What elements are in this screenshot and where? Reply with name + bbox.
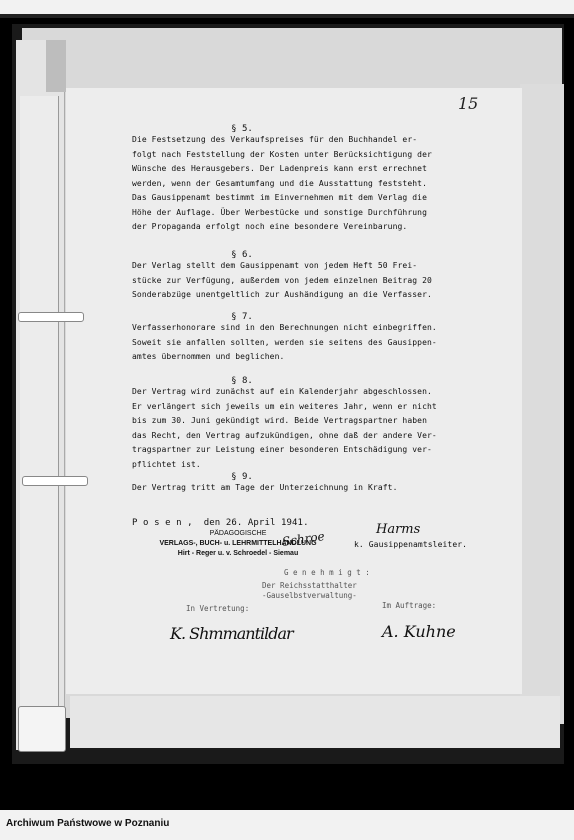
signer-title: k. Gausippenamtsleiter.: [354, 540, 468, 549]
page-number: 15: [458, 94, 479, 113]
paper-clip-upper: [18, 312, 84, 322]
section-heading: § 6.: [231, 250, 253, 260]
top-line: [0, 14, 574, 18]
section-line: tragspartner zur Leistung einer besonderen Entschädigung ver-: [132, 445, 432, 454]
section-line: pflichtet ist.: [132, 459, 201, 469]
section-line: werden, wenn der Gesamtumfang und die Ausstattung feststeht.: [132, 178, 427, 188]
section-line: Soweit sie anfallen sollten, werden sie seitens des Gausippen-: [132, 337, 437, 347]
right-sheet-edge: [520, 84, 564, 724]
section-heading: § 5.: [231, 124, 253, 134]
section-line: Der Vertrag wird zunächst auf ein Kalenderjahr abgeschlossen.: [132, 387, 432, 396]
stamp-line-3: Hirt - Reger u. v. Schroedel - Siemau: [177, 550, 299, 557]
signature-gausippenamtsleiter: Harms: [376, 522, 421, 537]
section-line: Wünsche des Herausgebers. Der Ladenpreis kann erst errechnet: [132, 164, 427, 173]
bottom-sheet-edge: [70, 696, 560, 748]
binder-corner: [18, 706, 66, 752]
section-line: folgt nach Feststellung der Kosten unter Berücksichtigung der: [132, 149, 432, 159]
archive-name: Archiwum Państwowe w Poznaniu: [6, 818, 170, 829]
left-sheet-strip-inner: [20, 96, 59, 746]
section-line: das Recht, den Vertrag aufzukündigen, ohne daß der andere Ver-: [132, 430, 437, 440]
section-line: stücke zur Verfügung, außerdem von jedem einzelnen Beitrag 20: [132, 275, 432, 285]
folder-tab: [46, 40, 66, 92]
section-line: Die Festsetzung des Verkaufspreises für den Buchhandel er-: [132, 135, 418, 144]
section-line: Verfasserhonorare sind in den Berechnungen nicht einbegriffen.: [132, 323, 437, 332]
paper-clip-lower: [22, 476, 88, 486]
stamp-line-1: PÄDAGOGISCHE: [209, 530, 267, 537]
approval-line-2: -Gauselbstverwaltung-: [262, 591, 357, 600]
section-line: Sonderabzüge unentgeltlich zur Aushändigung an die Verfasser.: [132, 290, 432, 299]
in-vertretung: In Vertretung:: [186, 604, 250, 613]
section-line: bis zum 30. Juni gekündigt wird. Beide Vertragspartner haben: [132, 416, 427, 425]
section-heading: § 8.: [231, 376, 253, 386]
stamp-line-2: VERLAGS-, BUCH- u. LEHRMITTELHANDLUNG: [159, 540, 317, 547]
section-line: amtes übernommen und beglichen.: [132, 352, 285, 361]
section-line: Er verlängert sich jeweils um ein weiteres Jahr, wenn er nicht: [132, 401, 437, 411]
top-bar: [0, 0, 574, 14]
signature-publisher: Schroe: [281, 529, 326, 549]
approval-label: G e n e h m i g t :: [284, 568, 370, 577]
section-line: Der Verlag stellt dem Gausippenamt von jedem Heft 50 Frei-: [132, 261, 418, 270]
section-line: Höhe der Auflage. Über Werbestücke und sonstige Durchführung: [132, 207, 427, 217]
section-line: Der Vertrag tritt am Tage der Unterzeichnung in Kraft.: [132, 483, 398, 492]
signature-im-auftrage: A. Kuhne: [382, 622, 456, 641]
place-date: P o s e n , den 26. April 1941.: [132, 518, 309, 528]
im-auftrage: Im Auftrage:: [382, 601, 437, 610]
approval-line-1: Der Reichsstatthalter: [262, 581, 357, 590]
section-line: der Propaganda erfolgt noch eine besondere Vereinbarung.: [132, 222, 408, 231]
signature-in-vertretung: K. Shmmantildar: [170, 624, 293, 643]
section-heading: § 7.: [231, 312, 253, 322]
footer-bar: [0, 810, 574, 840]
section-heading: § 9.: [231, 472, 253, 482]
section-line: Das Gausippenamt bestimmt im Einvernehmen mit dem Verlag die: [132, 193, 427, 202]
